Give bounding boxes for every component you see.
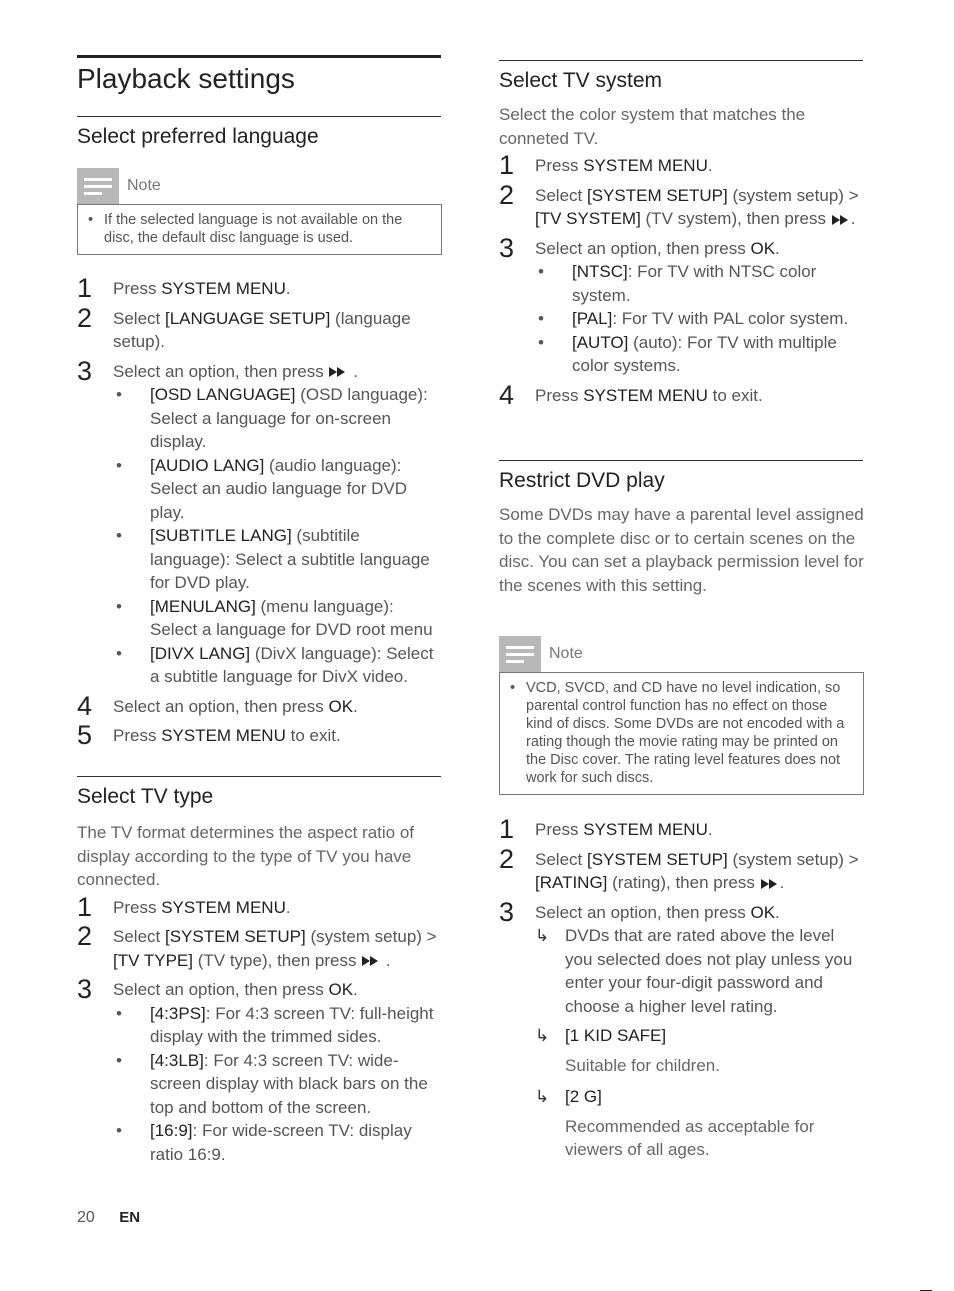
fast-forward-icon: [760, 878, 780, 890]
section-intro: Select the color system that matches the conneted TV.: [499, 105, 806, 148]
note-box: • VCD, SVCD, and CD have no level indication, so parental control function has no effect on those kind of discs. Some DVDs are not encoded with a rating though the movie rating may be printed on the Disc cover. The rating level features does not work for such discs.: [499, 672, 864, 795]
page-footer: [77, 1206, 140, 1230]
note-language: [77, 168, 442, 255]
option-audio-lang: • [AUDIO LANG] (audio language): Select an audio language for DVD play.: [116, 455, 408, 522]
section-select-tv-type: [77, 776, 442, 1172]
section-rule: [499, 460, 863, 461]
option-divx-lang: • [DIVX LANG] (DivX language): Select a subtitle language for DivX video.: [116, 643, 434, 686]
step-3: 3 Select an option, then press OK. ↳ DVDs that are rated above the level you selected does not play unless you enter your four-digit password and choose a higher level rating. ↳ [1 KID SAFE] Suitable for children. ↳ [2 G] Recommended as acceptable for viewers of all ages.: [499, 901, 864, 1162]
language-steps: [77, 273, 442, 754]
section-heading: Restrict DVD play: [499, 469, 665, 492]
result-arrow-icon: ↳: [535, 926, 550, 945]
tv-type-steps: [77, 891, 442, 1167]
step-1: 1 Press SYSTEM MENU.: [499, 814, 713, 844]
step-3: 3 Select an option, then press OK. • [NTSC]: For TV with NTSC color system. • [PAL]: For TV with PAL color system. • [AUTO] (auto): For TV with multiple color systems.: [499, 237, 864, 378]
note-label: Note: [127, 177, 161, 195]
section-select-tv-system: [499, 60, 864, 413]
step-2: 2 Select [SYSTEM SETUP] (system setup) > [TV TYPE] (TV type), then press .: [77, 921, 437, 970]
note-text: If the selected language is not available on the disc, the default disc language is used.: [104, 212, 403, 246]
step-3: 3 Select an option, then press . • [OSD LANGUAGE] (OSD language): Select a language for on-screen display. • [AUDIO LANG] (audio language): Select an audio language for DVD play. • [SUBTITLE LANG] (subtitile language): Select a subtitle language for DVD play. • [MENULANG] (menu language): Select a language for DVD root menu • [DIVX LANG] (DivX language): Select a subtitle language for DivX video.: [77, 360, 442, 689]
fast-forward-icon: [361, 955, 381, 967]
note-icon: [499, 636, 541, 672]
option-menulang: • [MENULANG] (menu language): Select a language for DVD root menu: [116, 596, 433, 639]
section-intro: The TV format determines the aspect ratio of display according to the type of TV you have connected.: [77, 823, 415, 889]
note-icon: [77, 168, 119, 204]
step-4: 4 Select an option, then press OK.: [77, 690, 358, 721]
step-1: 1 Press SYSTEM MENU.: [499, 150, 713, 180]
result-arrow-icon: ↳: [535, 1087, 550, 1106]
note-label: Note: [549, 645, 583, 663]
step-2: 2 Select [LANGUAGE SETUP] (language setup).: [77, 302, 411, 351]
section-heading: Select TV system: [499, 69, 662, 92]
step-1: 1 Press SYSTEM MENU.: [77, 273, 291, 303]
section-restrict-dvd-play: [499, 460, 864, 597]
fast-forward-icon: [328, 366, 348, 378]
tv-system-steps: [499, 150, 864, 410]
section-intro: Some DVDs may have a parental level assigned to the complete disc or to certain scenes on the disc. You can set a playback permission level for the scenes with this setting.: [499, 505, 864, 595]
option-16-9: • [16:9]: For wide-screen TV: display ratio 16:9.: [116, 1121, 412, 1164]
note-text: VCD, SVCD, and CD have no level indication, so parental control function has no effect on those kind of discs. Some DVDs are not encoded with a rating though the movie rating may be printed on the Disc cover. The rating level features does not work for such discs.: [526, 680, 845, 786]
section-rule: [77, 116, 441, 117]
section-rule: [77, 776, 441, 777]
rating-description: Suitable for children.: [565, 1055, 720, 1075]
result-arrow-icon: ↳: [535, 1026, 550, 1045]
step-1: 1 Press SYSTEM MENU.: [77, 891, 291, 922]
option-auto: • [AUTO] (auto): For TV with multiple color systems.: [538, 332, 837, 375]
option-4-3lb: • [4:3LB]: For 4:3 screen TV: wide-screen display with black bars on the top and bottom of the screen.: [116, 1050, 428, 1117]
option-ntsc: • [NTSC]: For TV with NTSC color system.: [538, 262, 817, 305]
step-3: 3 Select an option, then press OK. • [4:3PS]: For 4:3 screen TV: full-height display with the trimmed sides. • [4:3LB]: For 4:3 screen TV: wide-screen display with black bars on the top and bottom of the screen. • [16:9]: For wide-screen TV: display ratio 16:9.: [77, 978, 442, 1166]
step-5: 5 Press SYSTEM MENU to exit.: [77, 720, 341, 750]
option-subtitle-lang: • [SUBTITLE LANG] (subtitile language): Select a subtitle language for DVD play.: [116, 526, 430, 592]
title-rule: [77, 55, 441, 58]
option-osd-language: • [OSD LANGUAGE] (OSD language): Select a language for on-screen display.: [116, 385, 428, 451]
step-2: 2 Select [SYSTEM SETUP] (system setup) > [TV SYSTEM] (TV system), then press .: [499, 179, 859, 228]
note-restrict: [499, 636, 864, 795]
section-rule: [499, 60, 863, 61]
restrict-steps: [499, 814, 864, 1170]
step-4: 4 Press SYSTEM MENU to exit.: [499, 379, 763, 410]
step-2: 2 Select [SYSTEM SETUP] (system setup) > [RATING] (rating), then press .: [499, 843, 859, 892]
rating-1-kid-safe: ↳ [1 KID SAFE]: [535, 1024, 864, 1048]
section-select-language: [77, 116, 442, 151]
rating-description: Recommended as acceptable for viewers of all ages.: [565, 1116, 815, 1159]
note-box: • If the selected language is not available on the disc, the default disc language is used.: [77, 204, 442, 255]
option-4-3ps: • [4:3PS]: For 4:3 screen TV: full-height display with the trimmed sides.: [116, 1003, 434, 1046]
rating-2-g: ↳ [2 G]: [535, 1085, 864, 1109]
page-number: 20: [77, 1209, 95, 1226]
fast-forward-icon: [831, 214, 851, 226]
page-title: Playback settings: [77, 63, 295, 94]
result-note: ↳ DVDs that are rated above the level you selected does not play unless you enter your four-digit password and choose a higher level rating.: [535, 926, 853, 1016]
option-pal: • [PAL]: For TV with PAL color system.: [538, 309, 849, 328]
section-heading: Select TV type: [77, 785, 214, 808]
section-heading: Select preferred language: [77, 125, 319, 148]
language-code: EN: [119, 1209, 141, 1226]
